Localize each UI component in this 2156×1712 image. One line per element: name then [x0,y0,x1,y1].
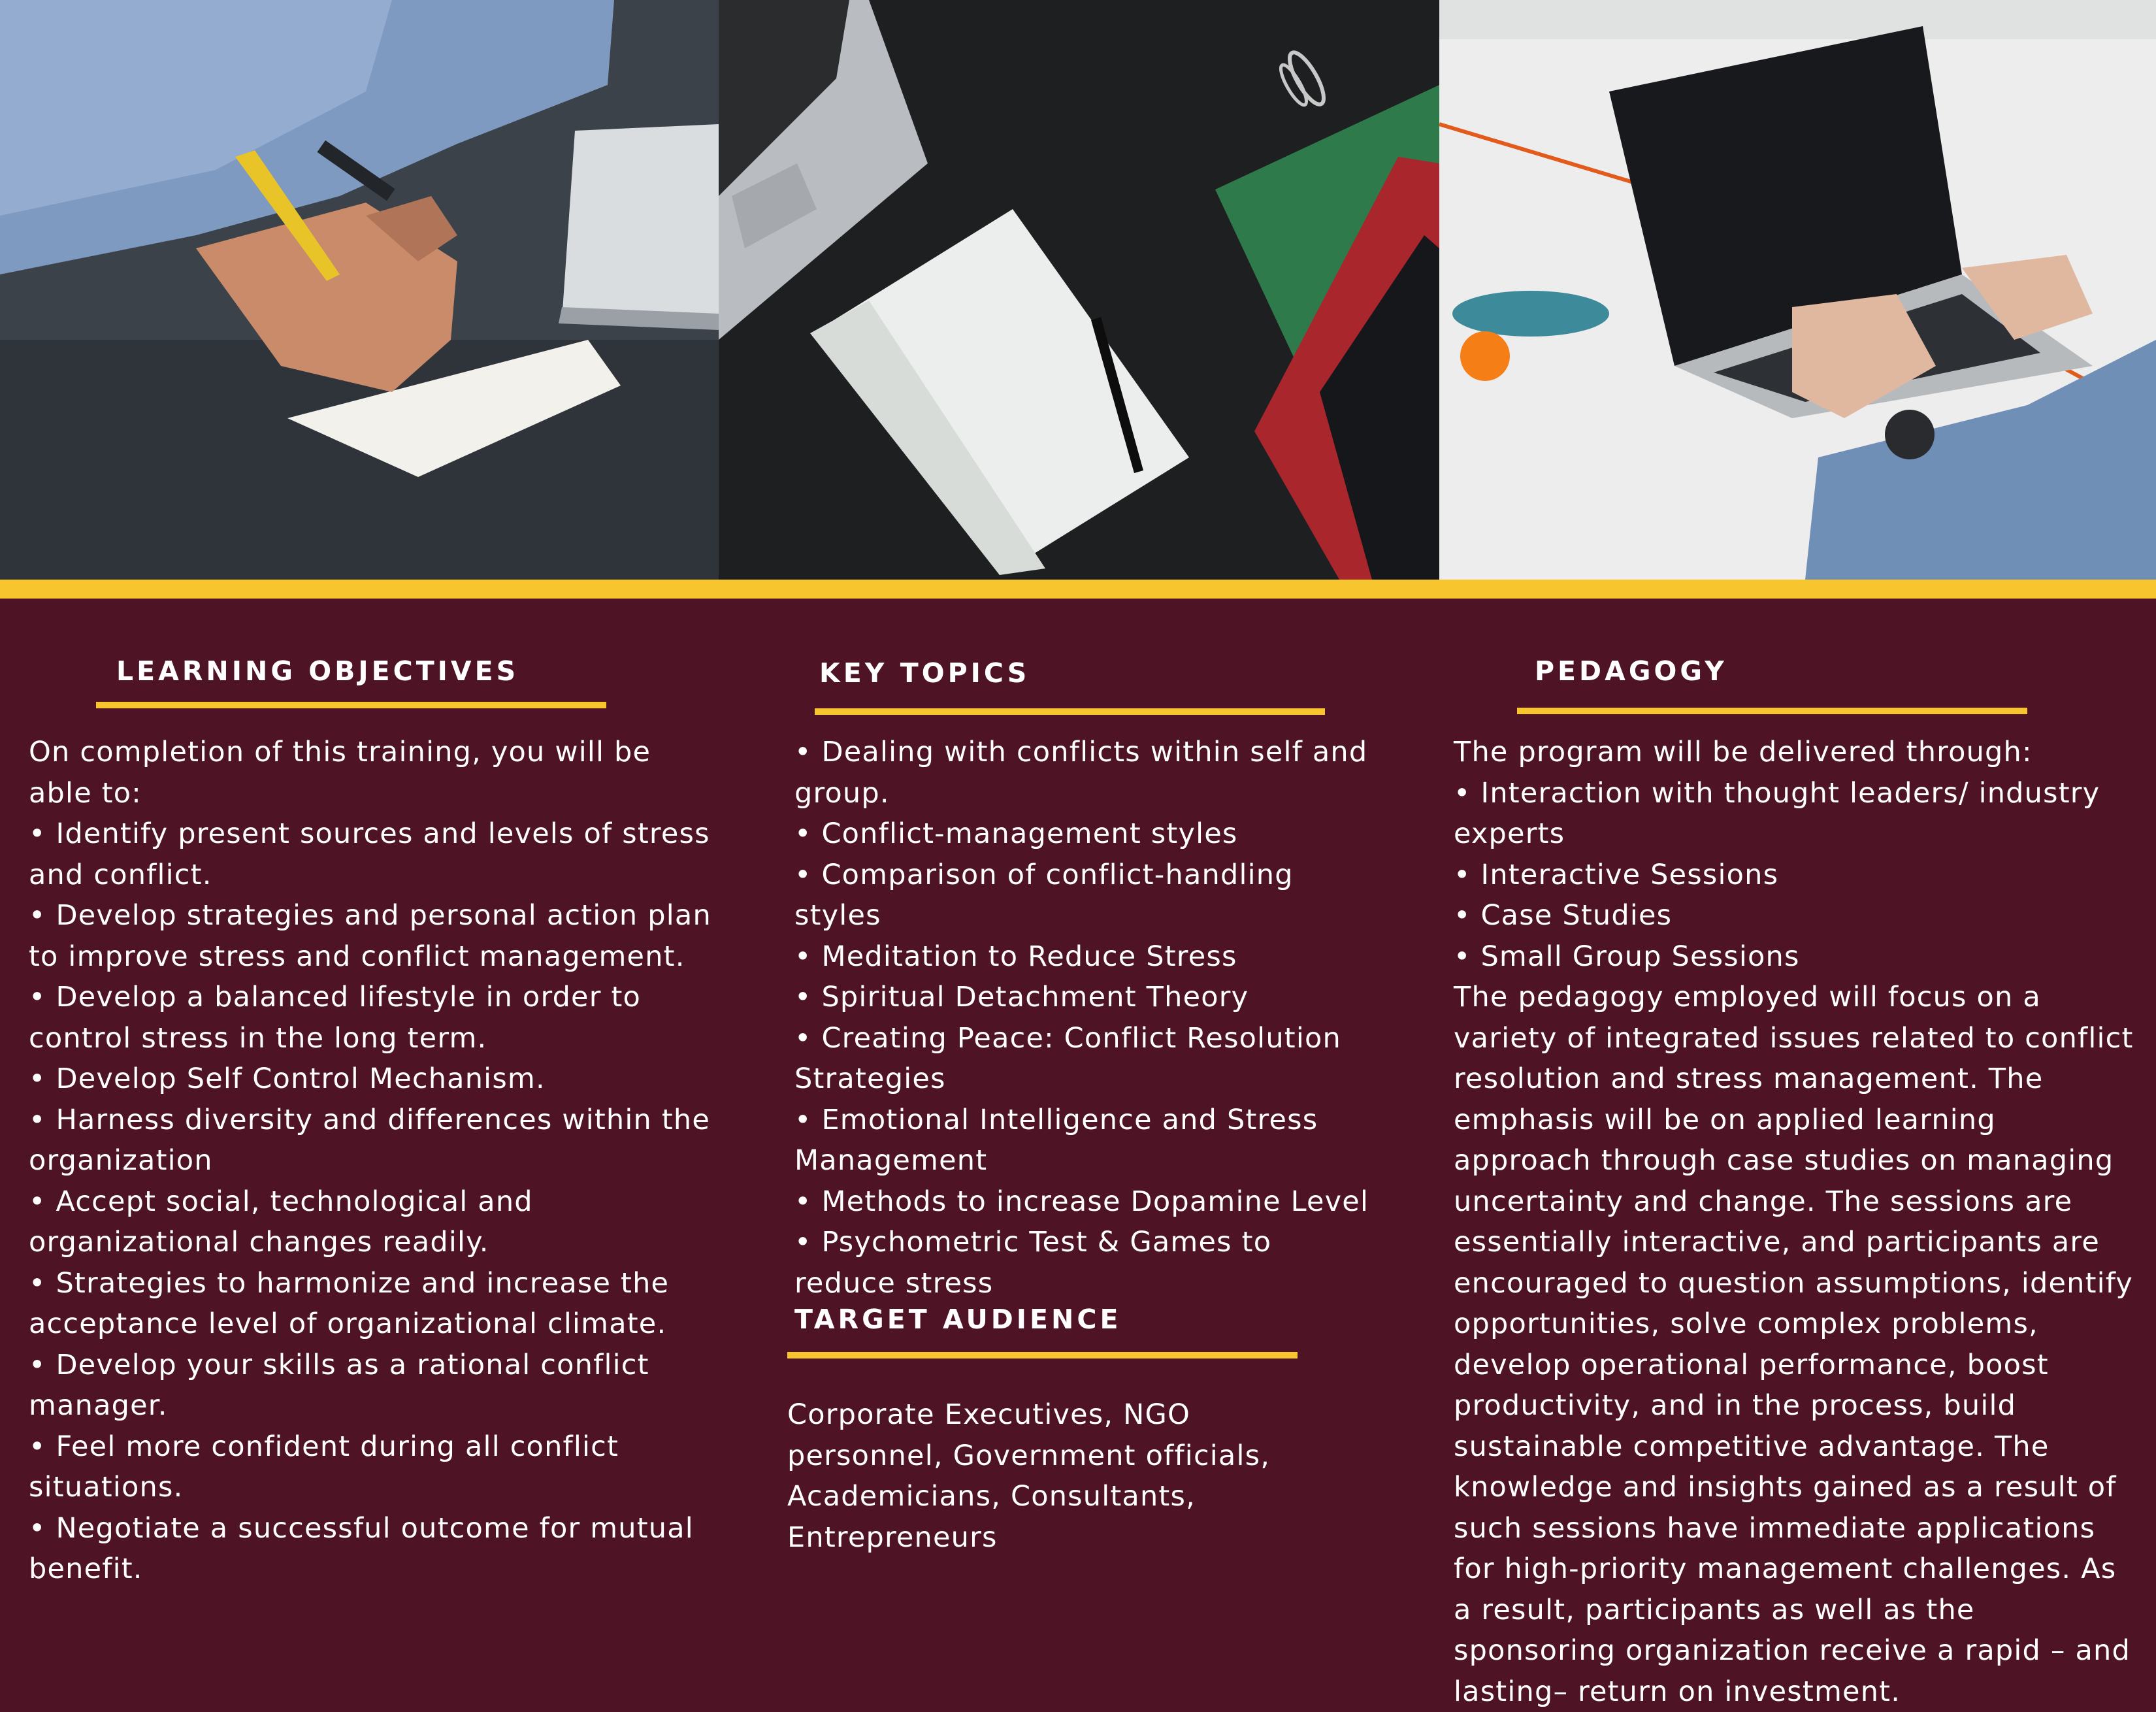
list-item: • Small Group Sessions [1454,936,2136,978]
key-topics-list [794,732,1369,1304]
list-item: • Develop your skills as a rational conflict manager. [29,1345,718,1426]
target-audience-heading: TARGET AUDIENCE [794,1304,1122,1335]
heading-underline [787,1352,1298,1358]
learning-objectives-list [29,814,718,1590]
learning-objectives-body [29,732,718,1590]
key-topics-body [794,732,1369,1304]
list-item: • Methods to increase Dopamine Level [794,1181,1369,1223]
list-item: • Comparison of conflict-handling styles [794,855,1369,936]
pedagogy-heading: PEDAGOGY [1535,655,1727,687]
heading-underline [96,702,606,708]
pedagogy-list [1454,773,2136,978]
list-item: • Dealing with conflicts within self and group. [794,732,1369,814]
photo-strip [0,0,2156,580]
list-item: • Feel more confident during all conflict situations. [29,1426,718,1508]
list-item: • Interaction with thought leaders/ industry experts [1454,773,2136,855]
pedagogy-intro: The program will be delivered through: [1454,736,2033,768]
list-item: • Psychometric Test & Games to reduce stress [794,1222,1369,1304]
list-item: • Creating Peace: Conflict Resolution Strategies [794,1018,1369,1100]
list-item: • Identify present sources and levels of stress and conflict. [29,814,718,895]
list-item: • Case Studies [1454,895,2136,936]
list-item: • Conflict-management styles [794,814,1369,855]
pedagogy-paragraph: The pedagogy employed will focus on a variety of integrated issues related to conflict resolution and stress management. The emphasis will be on applied learning approach through case studies on managing uncertainty and change. The sessions are essentially interactive, and participants are encouraged to question assumptions, identify opportunities, solve complex problems, develop operational performance, boost productivity, and in the process, build sustainable competitive advantage. The knowledge and insights gained as a result of such sessions have immediate applications for high-priority management challenges. As a result, participants as well as the sponsoring organization receive a rapid – and lasting– return on investment. [1454,981,2134,1708]
learning-objectives-heading: LEARNING OBJECTIVES [116,655,519,687]
list-item: • Strategies to harmonize and increase the acceptance level of organizational climate. [29,1263,718,1345]
key-topics-heading: KEY TOPICS [819,657,1030,689]
list-item: • Meditation to Reduce Stress [794,936,1369,978]
list-item: • Develop Self Control Mechanism. [29,1059,718,1100]
photo-person-typing [1439,0,2156,580]
heading-underline [815,708,1325,715]
list-item: • Interactive Sessions [1454,855,2136,896]
photo-person-writing [0,0,719,580]
photo-desk-notebook [719,0,1439,580]
list-item: • Develop strategies and personal action plan to improve stress and conflict management. [29,895,718,977]
pedagogy-body [1454,732,2136,1712]
target-audience-body [787,1394,1284,1558]
list-item: • Spiritual Detachment Theory [794,977,1369,1018]
list-item: • Accept social, technological and organizational changes readily. [29,1181,718,1263]
learning-objectives-intro: On completion of this training, you will be able to: [29,736,651,810]
list-item: • Emotional Intelligence and Stress Management [794,1100,1369,1181]
list-item: • Develop a balanced lifestyle in order to control stress in the long term. [29,977,718,1059]
list-item: • Harness diversity and differences within the organization [29,1100,718,1181]
target-audience-text: Corporate Executives, NGO personnel, Government officials, Academicians, Consultants, Entrepreneurs [787,1398,1271,1554]
heading-underline [1517,708,2027,714]
accent-stripe [0,580,2156,599]
list-item: • Negotiate a successful outcome for mutual benefit. [29,1508,718,1590]
